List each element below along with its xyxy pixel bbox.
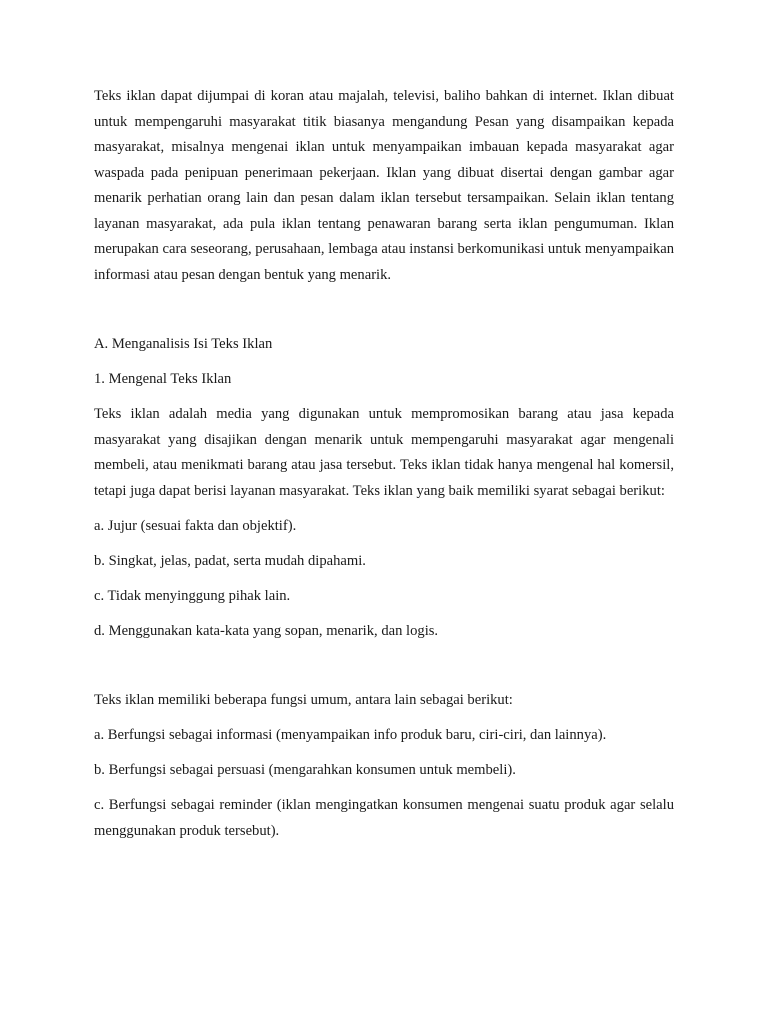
intro-paragraph: Teks iklan dapat dijumpai di koran atau majalah, televisi, baliho bahkan di internet. Iklan dibuat untuk mempengaruhi masyarakat titik biasanya mengandung Pesan yang disampaikan kepada masyarakat, misalnya mengenai iklan untuk menyampaikan imbauan kepada masyarakat agar waspada pada penipuan penerimaan pekerjaan. Iklan yang dibuat disertai dengan gambar agar menarik perhatian orang lain dan pesan dalam iklan tersebut tersampaikan. Selain iklan tentang layanan masyarakat, ada pula iklan tentang penawaran barang serta iklan pengumuman. Iklan merupakan cara seseorang, perusahaan, lembaga atau instansi berkomunikasi untuk menyampaikan informasi atau pesan dengan bentuk yang menarik. (94, 88, 674, 283)
requirement-item: b. Singkat, jelas, padat, serta mudah dipahami. (94, 553, 366, 569)
spacer (94, 574, 674, 584)
spacer (94, 644, 674, 688)
spacer (94, 609, 674, 619)
spacer (94, 713, 674, 723)
spacer (94, 539, 674, 549)
requirement-item: d. Menggunakan kata-kata yang sopan, menarik, dan logis. (94, 623, 439, 639)
spacer (94, 392, 674, 402)
document-page (94, 84, 674, 844)
subsection-heading: 1. Mengenal Teks Iklan (94, 371, 232, 387)
function-item: c. Berfungsi sebagai reminder (iklan mengingatkan konsumen mengenai suatu produk agar selalu menggunakan produk tersebut). (94, 797, 674, 839)
definition-paragraph: Teks iklan adalah media yang digunakan untuk mempromosikan barang atau jasa kepada masyarakat yang disajikan dengan menarik untuk mempengaruhi masyarakat agar mengenali membeli, atau menikmati barang atau jasa tersebut. Teks iklan tidak hanya mengenal hal komersil, tetapi juga dapat berisi layanan masyarakat. Teks iklan yang baik memiliki syarat sebagai berikut: (94, 406, 674, 499)
spacer (94, 357, 674, 367)
section-heading: A. Menganalisis Isi Teks Iklan (94, 336, 273, 352)
spacer (94, 783, 674, 793)
function-item: b. Berfungsi sebagai persuasi (mengarahkan konsumen untuk membeli). (94, 762, 516, 778)
requirement-item: a. Jujur (sesuai fakta dan objektif). (94, 518, 297, 534)
spacer (94, 504, 674, 514)
requirement-item: c. Tidak menyinggung pihak lain. (94, 588, 291, 604)
functions-intro: Teks iklan memiliki beberapa fungsi umum, antara lain sebagai berikut: (94, 692, 513, 708)
spacer (94, 288, 674, 332)
function-item: a. Berfungsi sebagai informasi (menyampaikan info produk baru, ciri-ciri, dan lainnya). (94, 727, 607, 743)
spacer (94, 748, 674, 758)
